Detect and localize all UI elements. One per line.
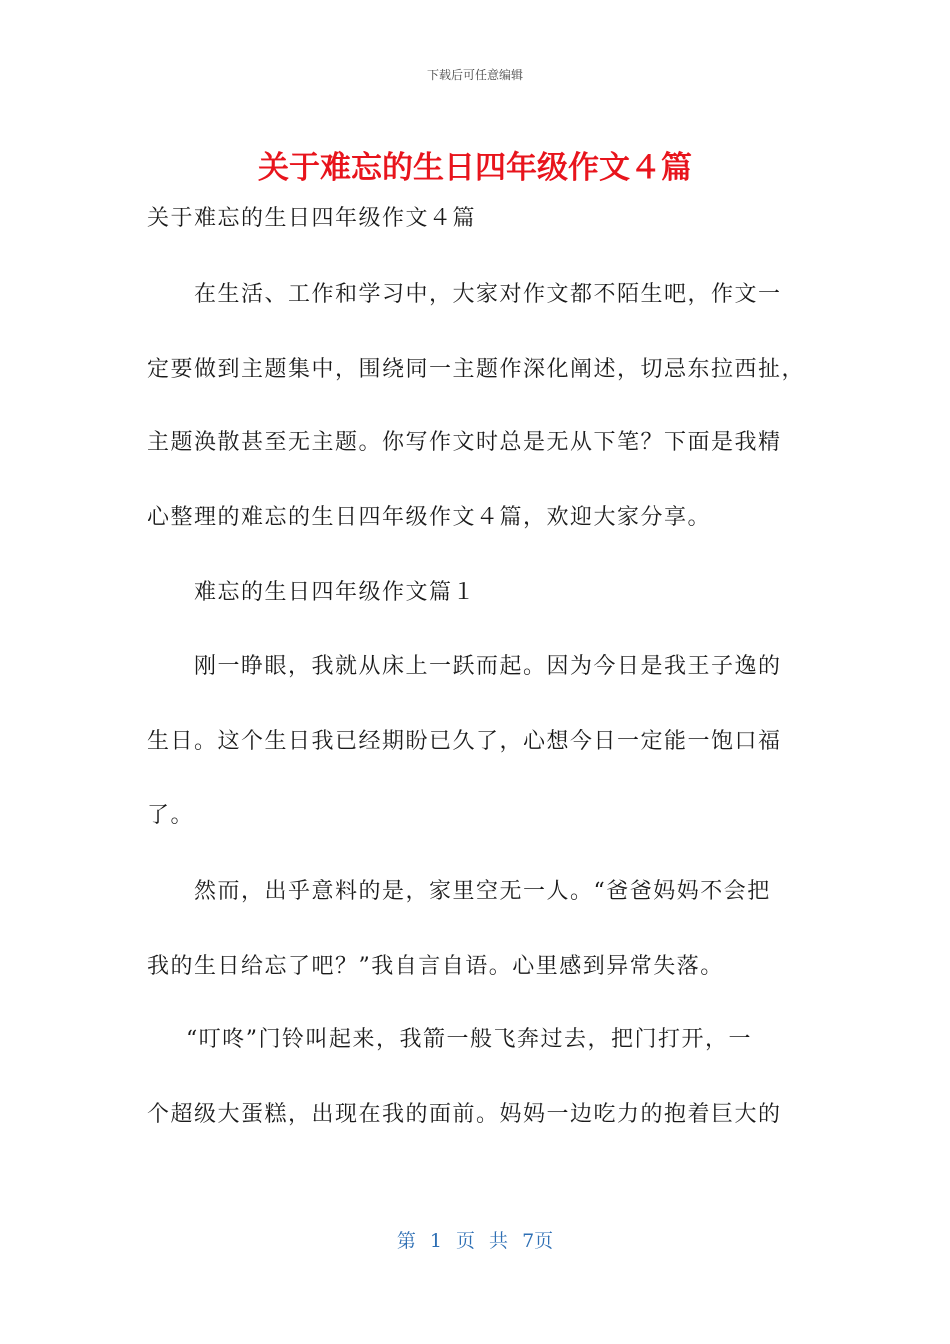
body-line: 个超级大蛋糕，出现在我的面前。妈妈一边吃力的抱着巨大的 [147,1102,782,1127]
body-line: “叮咚”门铃叫起来，我箭一般飞奔过去，把门打开，一 [186,1027,752,1052]
body-line: 在生活、工作和学习中，大家对作文都不陌生吧，作文一 [194,282,782,307]
body-line: 了。 [147,803,195,828]
body-line: 主题涣散甚至无主题。你写作文时总是无从下笔？下面是我精 [147,430,782,455]
body-line: 定要做到主题集中，围绕同一主题作深化阐述，切忌东拉西扯， [147,357,806,382]
body-line: 生日。这个生日我已经期盼已久了，心想今日一定能一饱口福 [147,729,782,754]
body-line: 心整理的难忘的生日四年级作文４篇，欢迎大家分享。 [147,505,712,530]
section-heading: 难忘的生日四年级作文篇１ [194,580,477,605]
header-note: 下载后可任意编辑 [426,68,523,82]
subtitle-line: 关于难忘的生日四年级作文４篇 [147,206,477,231]
body-line: 我的生日给忘了吧？”我自言自语。心里感到异常失落。 [147,954,724,979]
body-line: 刚一睁眼，我就从床上一跃而起。因为今日是我王子逸的 [194,654,782,679]
page-footer: 第 1 页 共 7页 [396,1230,554,1252]
body-line: 然而，出乎意料的是，家里空无一人。“爸爸妈妈不会把 [194,879,771,904]
document-title: 关于难忘的生日四年级作文４篇 [258,150,692,186]
